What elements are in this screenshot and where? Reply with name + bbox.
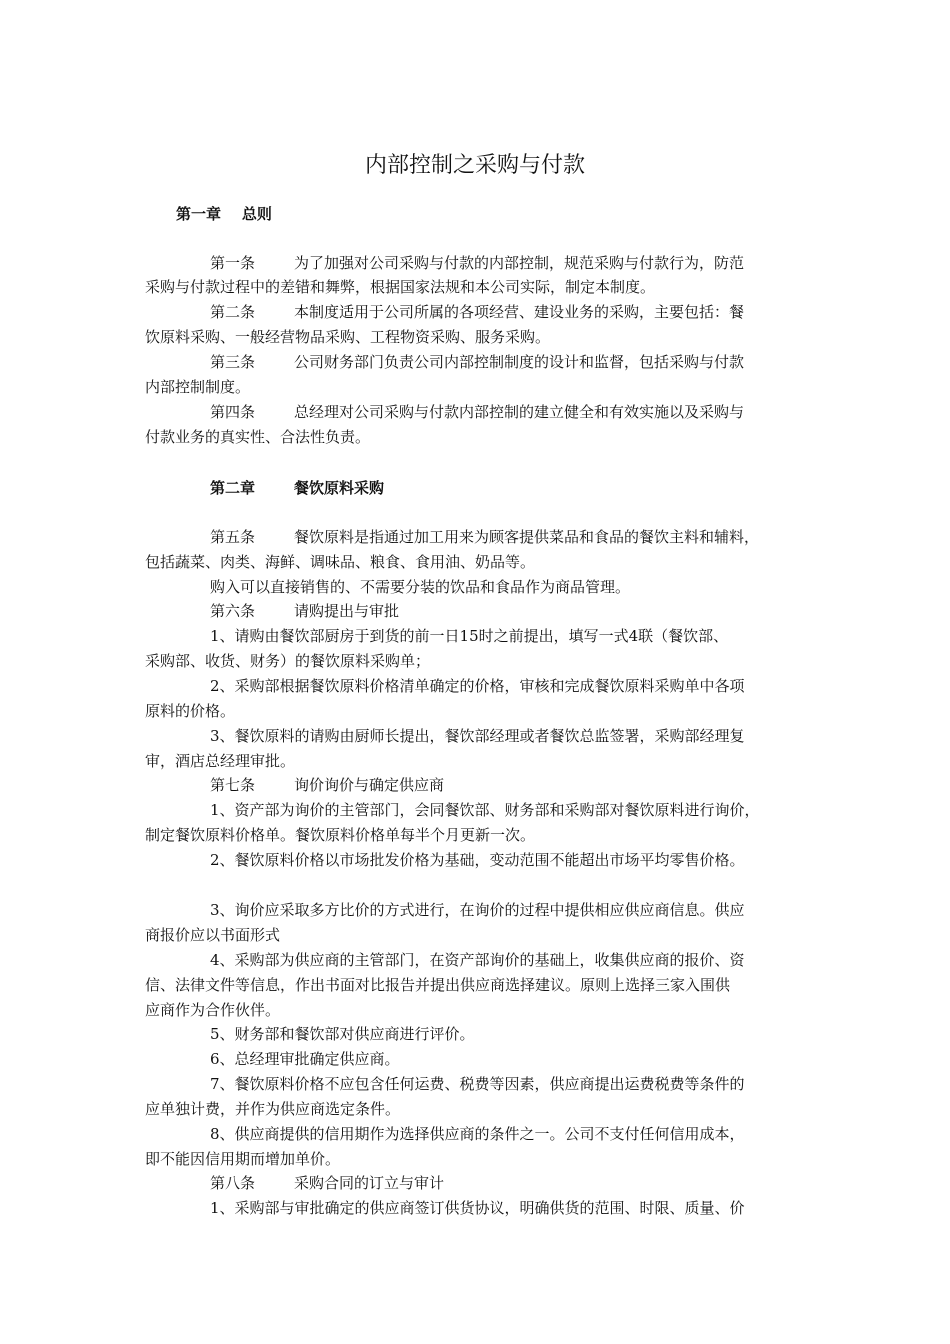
article-7-item-5: 5、财务部和餐饮部对供应商进行评价。 [210,1025,475,1043]
chapter-2-heading [210,477,384,498]
article-7-item-2: 2、餐饮原料价格以市场批发价格为基础，变动范围不能超出市场平均零售价格。 [210,851,745,869]
article-5-text: 餐饮原料是指通过加工用来为顾客提供菜品和食品的餐饮主料和辅料， [294,528,760,546]
article-5-line-1 [210,527,759,547]
article-7-title: 询价询价与确定供应商 [294,776,445,794]
article-7-item-8-line-2: 即不能因信用期而增加单价。 [145,1150,341,1168]
article-3-text: 公司财务部门负责公司内部控制制度的设计和监督，包括采购与付款 [294,353,745,371]
article-4-text: 总经理对公司采购与付款内部控制的建立健全和有效实施以及采购与 [294,403,745,421]
article-6-item-1-line-1: 1、请购由餐饮部厨房于到货的前一日15时之前提出，填写一式4联（餐饮部、 [210,627,729,645]
article-7-item-6: 6、总经理审批确定供应商。 [210,1050,400,1068]
article-5-label: 第五条 [210,528,256,546]
article-6-item-1-line-2: 采购部、收货、财务）的餐饮原料采购单； [145,652,431,670]
chapter-1-number: 第一章 [176,205,222,223]
article-2-text: 本制度适用于公司所属的各项经营、建设业务的采购，主要包括：餐 [294,303,745,321]
article-7-item-4-line-1: 4、采购部为供应商的主管部门，在资产部询价的基础上，收集供应商的报价、资 [210,951,745,969]
article-2-line-2: 饮原料采购、一般经营物品采购、工程物资采购、服务采购。 [145,328,551,346]
article-7-heading [210,775,444,795]
article-3-label: 第三条 [210,353,256,371]
article-6-title: 请购提出与审批 [294,602,400,620]
article-8-heading [210,1173,444,1193]
article-8-label: 第八条 [210,1174,256,1192]
article-4-line-2: 付款业务的真实性、合法性负责。 [145,428,371,446]
article-6-item-3-line-1: 3、餐饮原料的请购由厨师长提出，餐饮部经理或者餐饮总监签署，采购部经理复 [210,727,745,745]
article-2-label: 第二条 [210,303,256,321]
article-7-item-1-line-2: 制定餐饮原料价格单。餐饮原料价格单每半个月更新一次。 [145,826,536,844]
article-1-label: 第一条 [210,254,256,272]
article-7-item-1-line-1: 1、资产部为询价的主管部门，会同餐饮部、财务部和采购部对餐饮原料进行询价， [210,801,760,819]
chapter-1-heading [176,203,272,224]
article-8-item-1-line-1: 1、采购部与审批确定的供应商签订供货协议，明确供货的范围、时限、质量、价 [210,1199,745,1217]
article-3-line-2: 内部控制制度。 [145,378,251,396]
article-8-title: 采购合同的订立与审计 [294,1174,445,1192]
article-3-line-1 [210,352,744,372]
article-1-line-1 [210,253,744,273]
article-4-line-1 [210,402,744,422]
article-1-text: 为了加强对公司采购与付款的内部控制，规范采购与付款行为，防范 [294,254,745,272]
chapter-2-name: 餐饮原料采购 [294,479,385,497]
article-7-item-3-line-1: 3、询价应采取多方比价的方式进行，在询价的过程中提供相应供应商信息。供应 [210,901,745,919]
article-7-item-4-line-3: 应商作为合作伙伴。 [145,1001,281,1019]
article-7-label: 第七条 [210,776,256,794]
article-7-item-8-line-1: 8、供应商提供的信用期作为选择供应商的条件之一。公司不支付任何信用成本， [210,1125,745,1143]
article-4-label: 第四条 [210,403,256,421]
chapter-1-name: 总则 [241,205,272,223]
article-7-item-4-line-2: 信、法律文件等信息，作出书面对比报告并提出供应商选择建议。原则上选择三家入围供 [145,976,731,994]
article-2-line-1 [210,302,744,322]
article-7-item-3-line-2: 商报价应以书面形式 [145,926,281,944]
article-7-item-7-line-1: 7、餐饮原料价格不应包含任何运费、税费等因素，供应商提出运费税费等条件的 [210,1075,745,1093]
article-6-heading [210,601,399,621]
article-6-item-3-line-2: 审，酒店总经理审批。 [145,752,296,770]
article-5-line-2: 包括蔬菜、肉类、海鲜、调味品、粮食、食用油、奶品等。 [145,553,536,571]
article-1-line-2: 采购与付款过程中的差错和舞弊，根据国家法规和本公司实际，制定本制度。 [145,278,656,296]
article-5-paragraph-2: 购入可以直接销售的、不需要分装的饮品和食品作为商品管理。 [210,578,631,596]
article-6-item-2-line-1: 2、采购部根据餐饮原料价格清单确定的价格，审核和完成餐饮原料采购单中各项 [210,677,745,695]
chapter-2-number: 第二章 [210,479,256,497]
article-7-item-7-line-2: 应单独计费，并作为供应商选定条件。 [145,1100,401,1118]
article-6-label: 第六条 [210,602,256,620]
document-title: 内部控制之采购与付款 [364,153,585,178]
article-6-item-2-line-2: 原料的价格。 [145,702,236,720]
